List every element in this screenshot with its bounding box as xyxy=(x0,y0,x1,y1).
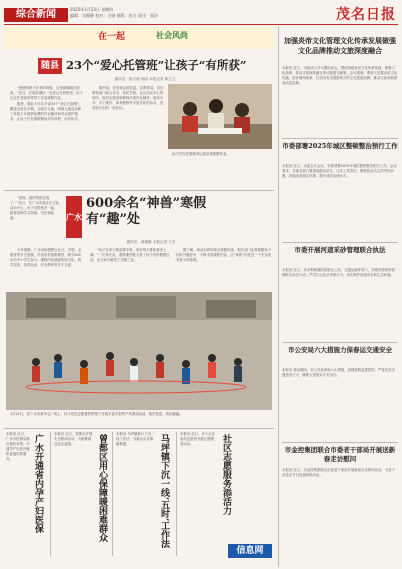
story2-body-col4: 据了解，该活动将持续至寒假结束，相关部门还将根据孩子们的兴趣爱好，不断丰富课程内容，让“神兽”们度过一个充实而有意义的寒假。 xyxy=(176,248,272,262)
main-photo xyxy=(6,292,272,410)
story1-tag: 随县 xyxy=(38,58,62,74)
item3-title: 市公安局六大措施力保春运交通安全 xyxy=(288,346,392,354)
header-rule xyxy=(4,24,398,25)
item1-body: 本报讯 近日，市委召开会议，安排部署2025年城区整顿整治相关工作。会议要求，各地各部门要提高政治站位，压实工作责任，聚焦群众关注的突出问题，持续改善城区环境，提升城市治理水平。 xyxy=(282,164,397,178)
strip3-body: 本报讯 马坪镇推行下沉一线工作法，为群众办实事解难题。 xyxy=(116,432,155,446)
story1-body-col2: 据介绍，托管班由团县委、县教育局、县妇联等部门联合开办，依托学校、社区活动中心等场所，组织志愿者和教师开展作业辅导、阅读分享、手工制作、体育锻炼等丰富多彩的活动，受到家长们的一致好评。 xyxy=(92,86,164,110)
strip3-title: 马坪镇下沉一线‘五时’工作法 xyxy=(159,434,169,549)
item2-body: 本报讯 近日，市水利和湖泊局联合公安、交通运输等部门，开展河道采砂管理联合执法行动，严厉打击非法采砂行为，切实维护河道安全和生态环境。 xyxy=(282,268,395,277)
story1-title: 23个“爱心托管班”让孩子“有所获” xyxy=(66,58,247,72)
story2-body-col2: 今年寒假，广水市积极整合社区、学校、志愿者等多方资源，开设各类寒假课堂，吸引600余名中小学生参与。课程内容涵盖传统文化、科学实验、体育运动、安全教育等多个方面。 xyxy=(10,248,82,267)
divider xyxy=(176,432,177,556)
strip2-body: 本报讯 近日，曾都区开展走访慰问活动，为困难群众送去温暖。 xyxy=(54,432,93,446)
divider xyxy=(282,242,398,243)
item4-body: 本报讯 近日，市金控集团联合市委老干部局开展新春走访慰问活动，为老干部送去节日祝福和慰问品。 xyxy=(282,468,395,477)
lead-body: 本报讯 近日，市政协召开专题协商会，围绕加强炎帝文化传承发展、做强文化品牌、推动文旅深度融合等议题建言献策。会议强调，要深入挖掘炎帝文化内涵，讲好随州故事，打造具有全国影响力的文化旅游品牌，推动文化和旅游高质量发展。 xyxy=(282,66,398,85)
item1-title: 市委部署2025年城区整顿整治预行工作 xyxy=(282,142,398,150)
story1-photo-caption: 孩子们在托管班内认真完成寒假作业。 xyxy=(172,152,230,156)
banner-text-1: 在一起 xyxy=(98,32,126,42)
section-label: 综合新闻 xyxy=(4,8,68,22)
story1-byline: 通讯员：杨文涛 杨丽 本报记者 陈卫卫 xyxy=(114,77,176,81)
banner-text-2: 社会风尚 xyxy=(156,31,188,40)
item4-title: 市金控集团联合市委老干部局开展送新春走访慰问 xyxy=(284,446,396,463)
main-photo-caption: 1月21日，在广水市某中心广场上，孩子们在志愿者的带领下开展丰富多彩的户外游戏活动，欢声笑语，其乐融融。 xyxy=(10,412,183,416)
strip2-title: 曾都区用心保障暖困难群众 xyxy=(97,434,107,542)
banner xyxy=(4,27,274,49)
strip1-title: 广水开通省内孕产妇医保 xyxy=(33,434,43,533)
story2-tag: 广水 xyxy=(66,196,82,238)
story2-title: 600余名“神兽”寒假有“趣”处 xyxy=(86,196,207,227)
divider xyxy=(282,442,398,443)
lead-title: 加强炎帝文化管理文化传承发展做强文化品牌推动文旅深度融合 xyxy=(284,36,396,55)
story2-body-col1: “老师，我的剪纸完成了！”近日，在广水市某社区文化活动中心，孩子们围坐在一起，跟着老师学习剪纸、书法和绘画。 xyxy=(10,196,60,220)
divider xyxy=(282,342,398,343)
strip1-body: 本报讯 近日，广水市医保局推出便民举措，开通孕产妇省内就医直接结算服务。 xyxy=(6,432,30,461)
column-divider xyxy=(278,27,279,567)
divider xyxy=(50,432,51,556)
divider xyxy=(4,428,274,429)
issue-info: 2025年1月23日 星期四 编辑：吴静静 校对：王刚 排版：彭吉 责任：郑洁 xyxy=(70,7,158,18)
info-ribbon: 信息网 xyxy=(228,544,272,558)
item2-title: 市委开展河道采砂管理联合执法 xyxy=(294,246,386,254)
story2-body-col3: “孩子在家只知道看手机，现在每天都盼着来上课。”一位家长说，寒假课堂既丰富了孩子们的假期生活，也为家长解决了后顾之忧。 xyxy=(90,248,170,262)
story1-photo xyxy=(168,84,272,149)
strip4-body: 本报讯 近日，多个社区组织志愿者开展志愿服务活动。 xyxy=(180,432,215,446)
divider xyxy=(112,432,113,556)
story1-body-col1: “爸爸妈妈不在家的时候，这里就像我们的家。”近日，在随县城区一处爱心托管班里，孩子们正在老师的带领下完成寒假作业。 据悉，随县今年共开设23个“爱心托管班”，覆盖全县各乡镇，为留守儿童、困境儿童及双职工家庭子女提供免费的学业辅导和安全看护服务，让孩子们在寒假期间学有所教、玩有所乐。 xyxy=(10,86,83,121)
story2-byline: 通讯员：黄雅琳 本报记者 王芳 xyxy=(126,240,176,244)
item3-body: 本报讯 春运期间，市公安局采取六大措施，加强道路巡逻管控，严查各类交通违法行为，确保人民群众平安出行。 xyxy=(282,368,395,377)
divider xyxy=(282,138,398,139)
strip4-title: 社区志愿服务添活力 xyxy=(221,434,231,515)
divider xyxy=(4,190,274,191)
paper-logo: 茂名日报 xyxy=(336,7,396,23)
